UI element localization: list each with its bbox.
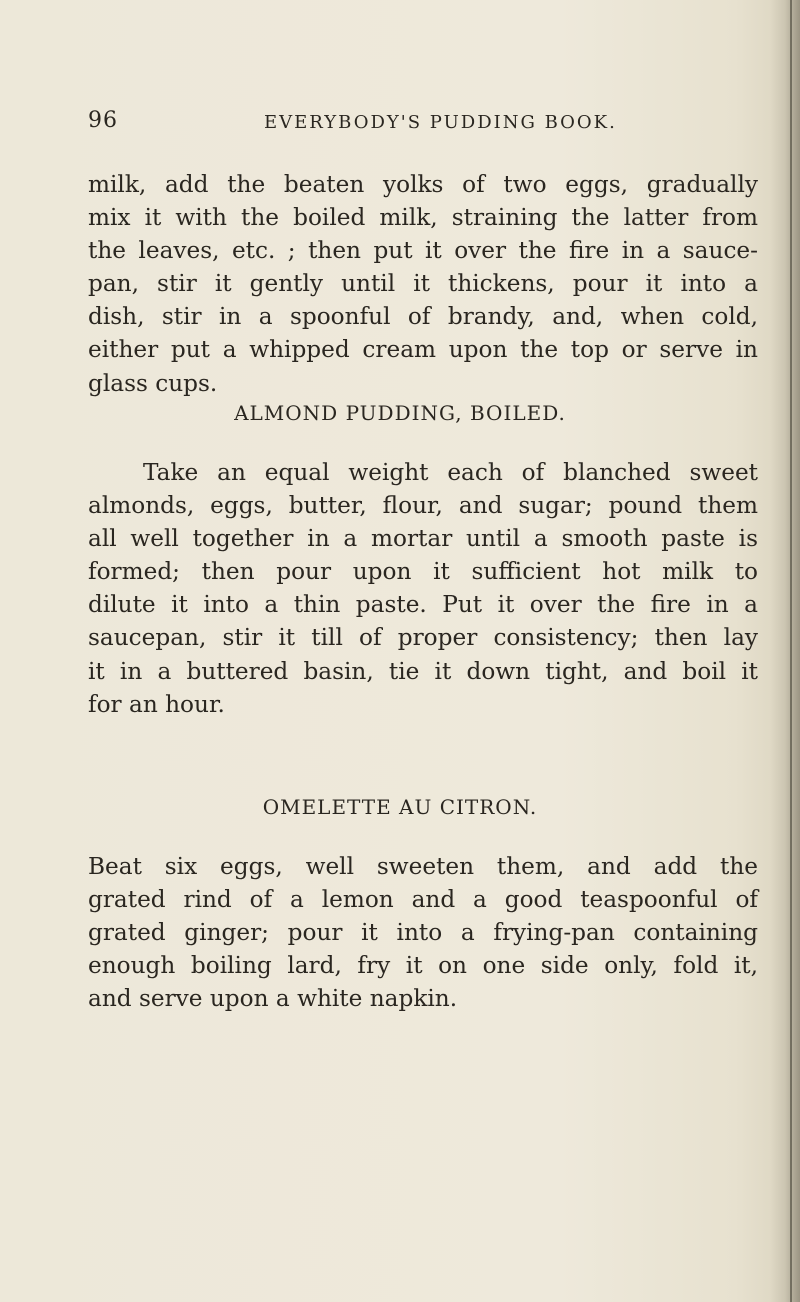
text-line: dilute it into a thin paste. Put it over the fire in a	[88, 591, 758, 619]
page-edge-line	[790, 0, 792, 1302]
recipe-body-omelette-au-citron	[88, 850, 758, 1015]
text-line: formed; then pour upon it sufficient hot milk to	[88, 558, 758, 586]
text-line: pan, stir it gently until it thickens, pour it into a	[88, 270, 758, 298]
page-edge-shadow	[770, 0, 800, 1302]
text-line: for an hour.	[88, 690, 225, 718]
running-title: EVERYBODY'S PUDDING BOOK.	[264, 112, 617, 133]
text-line: either put a whipped cream upon the top or serve in	[88, 336, 758, 364]
text-line: the leaves, etc. ; then put it over the fire in a sauce-	[88, 237, 758, 265]
text-line: glass cups.	[88, 369, 218, 397]
text-line: enough boiling lard, fry it on one side only, fold it,	[88, 952, 758, 980]
text-line: almonds, eggs, butter, flour, and sugar; pound them	[88, 492, 758, 520]
text-line: Beat six eggs, well sweeten them, and add the	[88, 853, 758, 880]
recipe-body-almond-pudding	[88, 456, 758, 721]
text-line: milk, add the beaten yolks of two eggs, gradually	[88, 171, 758, 198]
text-line: grated rind of a lemon and a good teaspoonful of	[88, 886, 758, 914]
text-line: and serve upon a white napkin.	[88, 985, 458, 1013]
page-number: 96	[88, 108, 118, 133]
text-line: it in a buttered basin, tie it down tight, and boil it	[88, 657, 758, 685]
page-header	[88, 108, 768, 138]
recipe-title-almond-pudding: ALMOND PUDDING, BOILED.	[234, 401, 566, 425]
intro-paragraph	[88, 168, 758, 400]
text-line: dish, stir in a spoonful of brandy, and, when cold,	[88, 303, 758, 331]
text-line: grated ginger; pour it into a frying-pan containing	[88, 919, 758, 947]
text-line: Take an equal weight each of blanched sweet	[143, 459, 758, 486]
text-line: all well together in a mortar until a smooth paste is	[88, 525, 758, 553]
text-line: saucepan, stir it till of proper consistency; then lay	[88, 624, 758, 652]
recipe-title-omelette-au-citron: OMELETTE AU CITRON.	[262, 795, 538, 819]
text-line: mix it with the boiled milk, straining the latter from	[88, 204, 758, 232]
